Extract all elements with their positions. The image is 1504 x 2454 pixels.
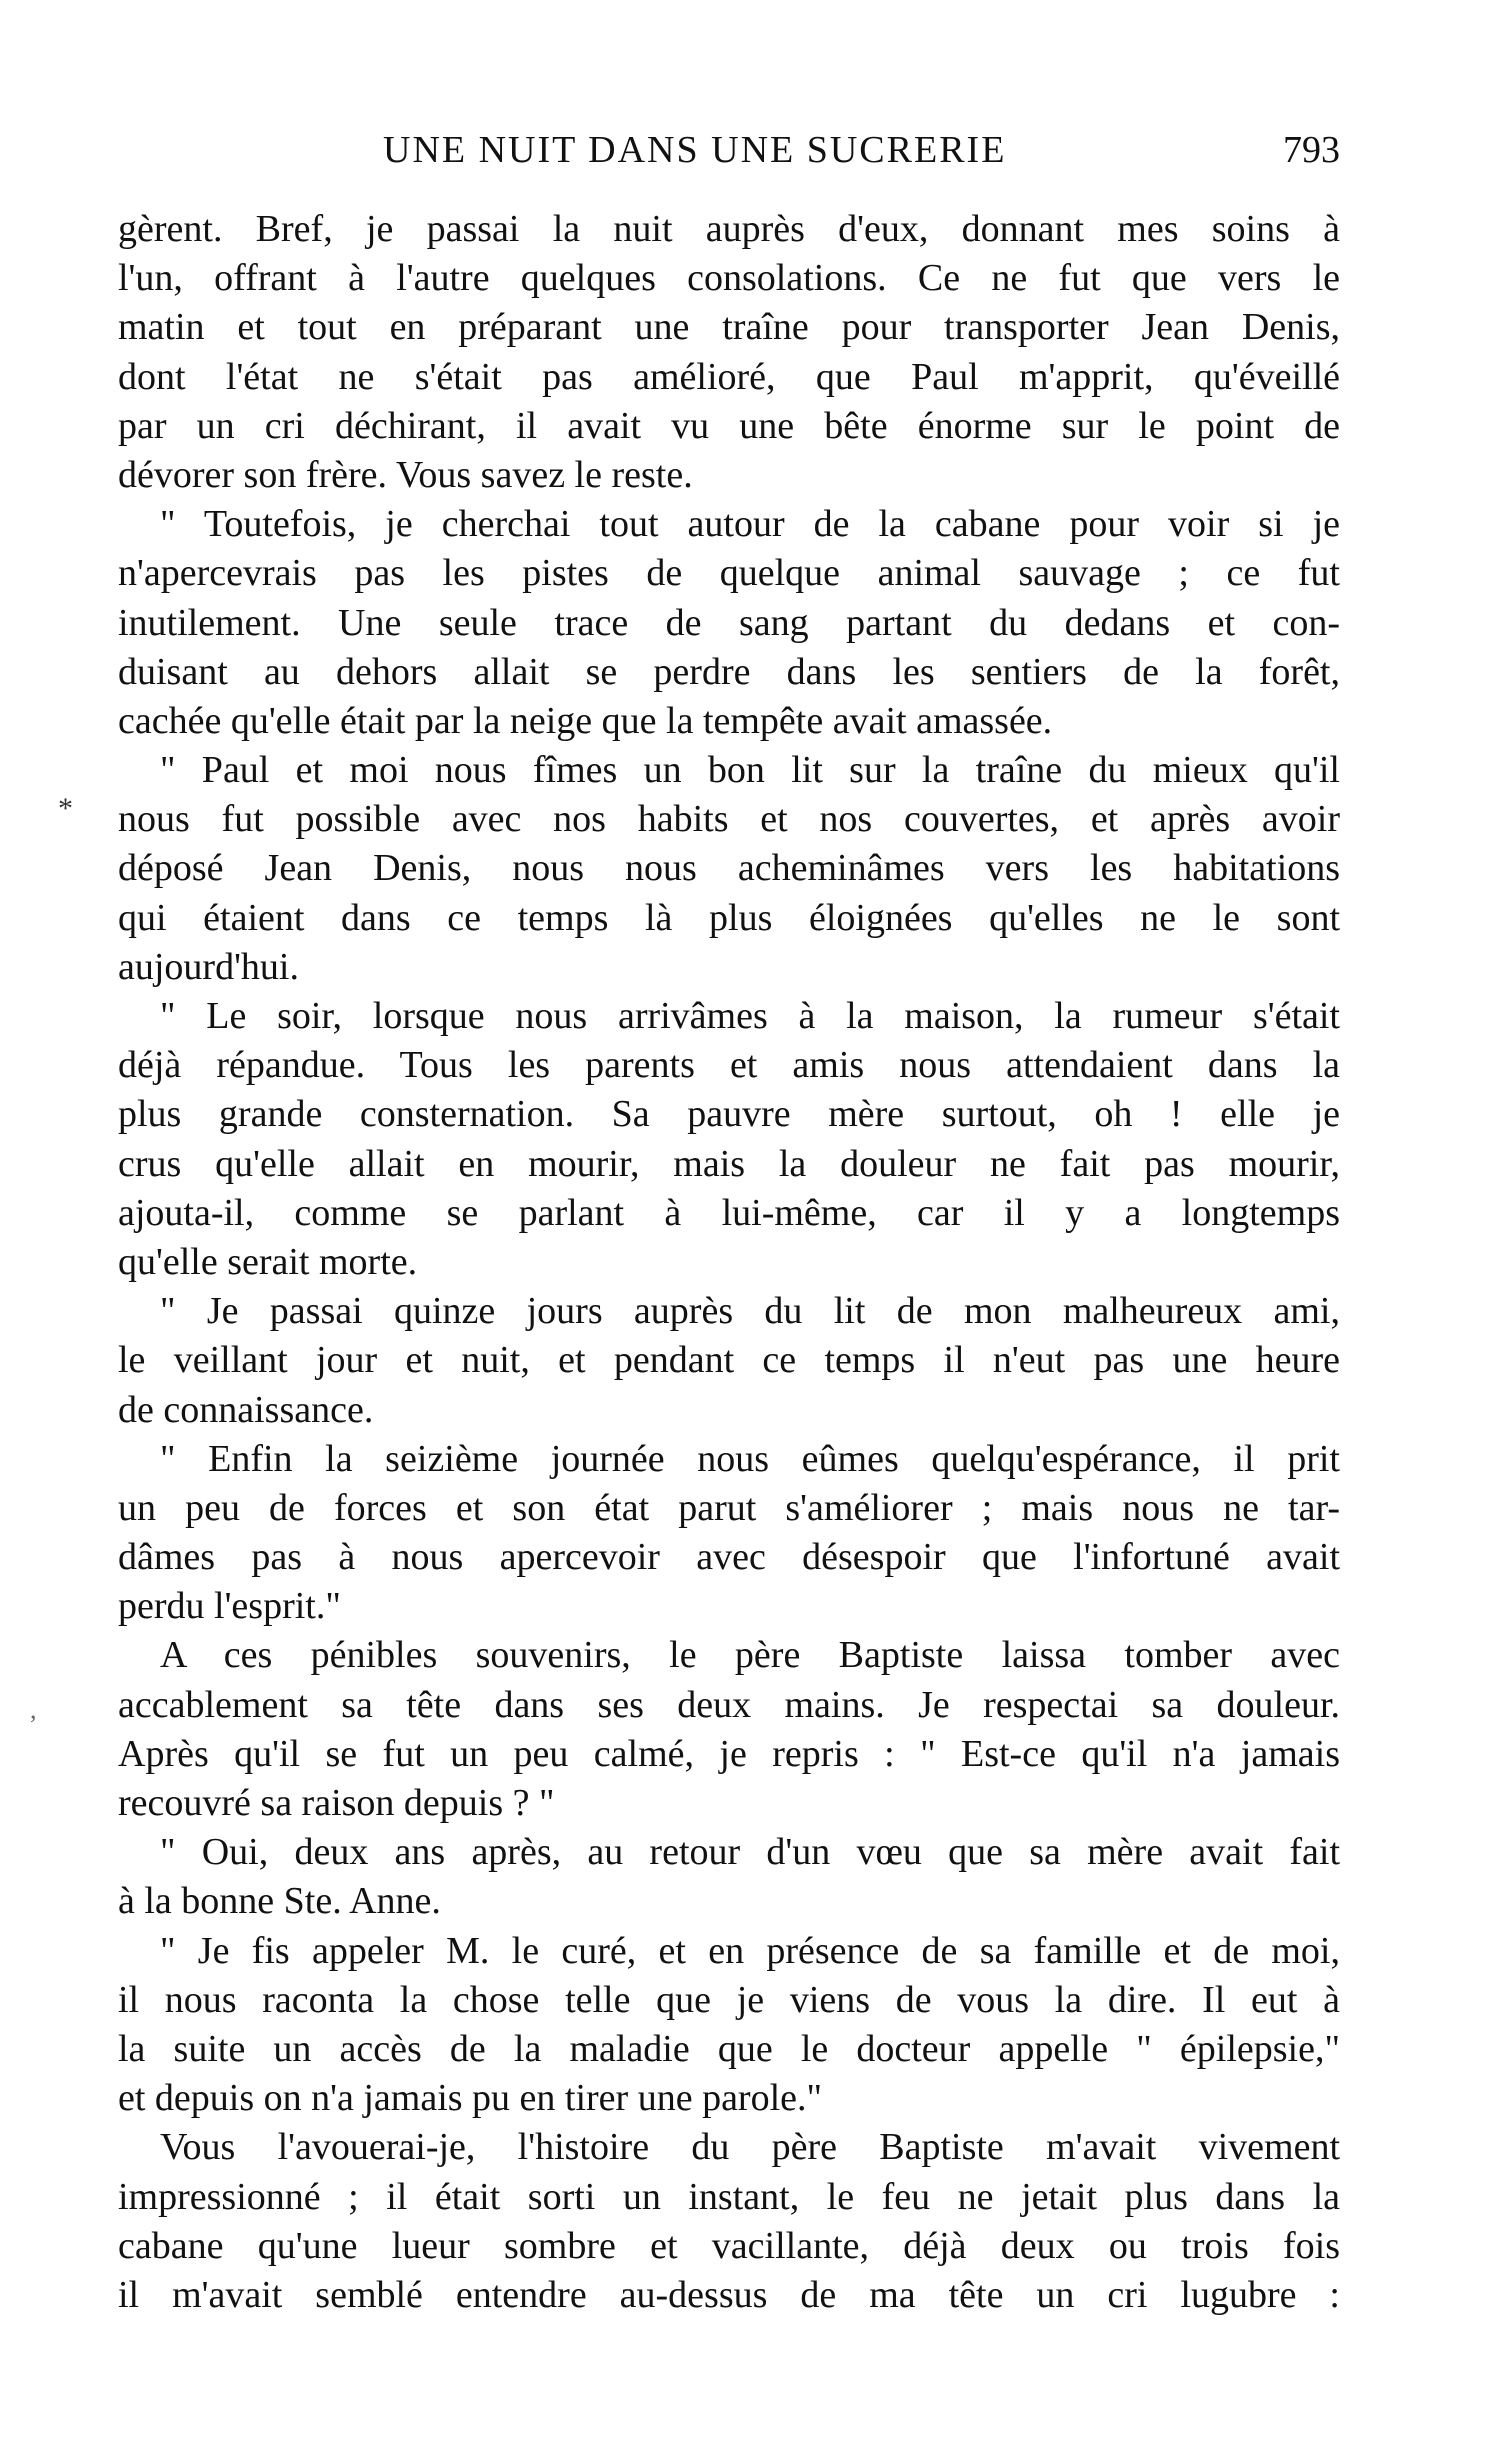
paragraph [118, 1927, 1340, 2124]
paragraph [118, 205, 1340, 500]
text-line: la suite un accès de la maladie que le docteur appelle " épilepsie," [118, 2027, 1340, 2070]
text-line: il nous raconta la chose telle que je viens de vous la dire. Il eut à [118, 1978, 1340, 2021]
running-title: UNE NUIT DANS UNE SUCRERIE [383, 129, 1007, 171]
text-line: impressionné ; il était sorti un instant, le feu ne jetait plus dans la [118, 2175, 1340, 2218]
text-line: " Oui, deux ans après, au retour d'un vœu que sa mère avait fait [160, 1831, 1340, 1874]
text-line: " Je passai quinze jours auprès du lit de mon malheureux ami, [160, 1290, 1340, 1333]
running-head [118, 128, 1340, 188]
text-line: déposé Jean Denis, nous nous acheminâmes vers les habitations [118, 847, 1340, 890]
text-line: nous fut possible avec nos habits et nos couvertes, et après avoir [118, 798, 1340, 841]
text-line: duisant au dehors allait se perdre dans les sentiers de la forêt, [118, 650, 1340, 693]
text-line: le veillant jour et nuit, et pendant ce temps il n'eut pas une heure [118, 1339, 1340, 1382]
paragraph [118, 2123, 1340, 2320]
text-line: cabane qu'une lueur sombre et vacillante, déjà deux ou trois fois [118, 2224, 1340, 2267]
margin-speck: , [30, 1695, 37, 1724]
text-line: Après qu'il se fut un peu calmé, je repris : " Est-ce qu'il n'a jamais [118, 1732, 1340, 1775]
text-line: à la bonne Ste. Anne. [118, 1880, 441, 1923]
body-text [118, 205, 1340, 2320]
text-line: Vous l'avouerai-je, l'histoire du père Baptiste m'avait vivement [160, 2126, 1340, 2169]
text-line: A ces pénibles souvenirs, le père Baptiste laissa tomber avec [160, 1634, 1340, 1677]
paragraph [118, 1828, 1340, 1926]
paragraph [118, 992, 1340, 1287]
text-line: l'un, offrant à l'autre quelques consolations. Ce ne fut que vers le [118, 257, 1340, 300]
paragraph [118, 500, 1340, 746]
text-line: par un cri déchirant, il avait vu une bête énorme sur le point de [118, 404, 1340, 447]
text-line: déjà répandue. Tous les parents et amis nous attendaient dans la [118, 1044, 1340, 1087]
margin-speck: * [58, 792, 73, 825]
text-line: recouvré sa raison depuis ? " [118, 1782, 555, 1824]
text-line: " Le soir, lorsque nous arrivâmes à la maison, la rumeur s'était [160, 995, 1340, 1037]
text-line: matin et tout en préparant une traîne pour transporter Jean Denis, [118, 306, 1340, 349]
text-line: et depuis on n'a jamais pu en tirer une parole." [118, 2077, 823, 2120]
text-line: ajouta-il, comme se parlant à lui-même, car il y a longtemps [118, 1191, 1340, 1234]
paragraph [118, 1631, 1340, 1828]
text-line: " Toutefois, je cherchai tout autour de la cabane pour voir si je [160, 503, 1340, 546]
text-line: inutilement. Une seule trace de sang partant du dedans et con- [118, 601, 1340, 644]
text-line: n'apercevrais pas les pistes de quelque animal sauvage ; ce fut [118, 552, 1340, 595]
text-line: qu'elle serait morte. [118, 1240, 418, 1283]
text-line: accablement sa tête dans ses deux mains. Je respectai sa douleur. [118, 1683, 1340, 1726]
text-line: " Je fis appeler M. le curé, et en présence de sa famille et de moi, [160, 1929, 1340, 1972]
paragraph [118, 1435, 1340, 1632]
page-number: 793 [1283, 129, 1340, 171]
text-line: " Paul et moi nous fîmes un bon lit sur la traîne du mieux qu'il [160, 749, 1340, 792]
text-line: dâmes pas à nous apercevoir avec désespoir que l'infortuné avait [118, 1536, 1340, 1579]
text-line: qui étaient dans ce temps là plus éloignées qu'elles ne le sont [118, 896, 1340, 939]
text-line: " Enfin la seizième journée nous eûmes quelqu'espérance, il prit [160, 1437, 1340, 1480]
text-line: de connaissance. [118, 1388, 374, 1431]
paragraph [118, 746, 1340, 992]
text-line: plus grande consternation. Sa pauvre mère surtout, oh ! elle je [118, 1093, 1340, 1136]
text-line: perdu l'esprit." [118, 1585, 341, 1628]
paragraph [118, 1287, 1340, 1435]
text-line: dévorer son frère. Vous savez le reste. [118, 453, 693, 496]
text-line: gèrent. Bref, je passai la nuit auprès d'eux, donnant mes soins à [118, 208, 1340, 250]
text-line: aujourd'hui. [118, 945, 299, 988]
text-line: crus qu'elle allait en mourir, mais la douleur ne fait pas mourir, [118, 1142, 1340, 1185]
text-line: cachée qu'elle était par la neige que la tempête avait amassée. [118, 699, 1053, 742]
text-line: un peu de forces et son état parut s'améliorer ; mais nous ne tar- [118, 1486, 1340, 1529]
text-line: il m'avait semblé entendre au-dessus de ma tête un cri lugubre : [118, 2273, 1340, 2316]
text-line: dont l'état ne s'était pas amélioré, que Paul m'apprit, qu'éveillé [118, 355, 1340, 398]
